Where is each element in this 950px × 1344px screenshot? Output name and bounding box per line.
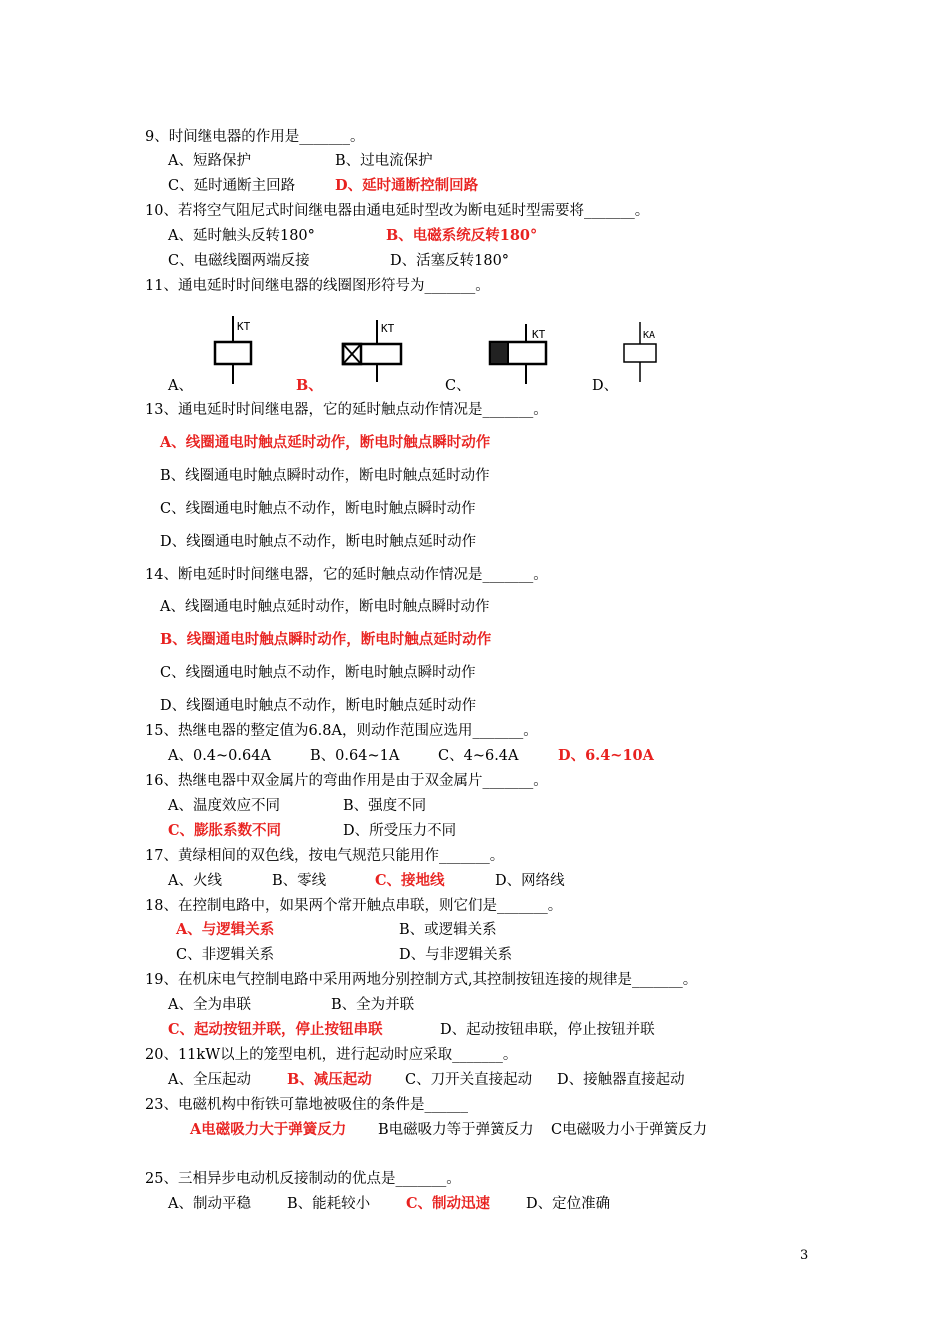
question-9-stem: 9、时间继电器的作用是_______。 (145, 129, 365, 145)
question-13-stem: 13、通电延时时间继电器，它的延时触点动作情况是_______。 (145, 402, 548, 418)
question-18-option-a: A、与逻辑关系 (176, 921, 275, 938)
question-25-stem: 25、三相异步电动机反接制动的优点是_______。 (145, 1171, 461, 1187)
question-19-stem: 19、在机床电气控制电路中采用两地分别控制方式,其控制按钮连接的规律是_______。 (145, 972, 698, 988)
question-15-option-d: D、6.4~10A (558, 747, 654, 764)
question-17-option-c: C、接地线 (375, 872, 445, 889)
question-11-option-c: C、 (445, 378, 471, 394)
coil-symbol-b (335, 318, 410, 384)
question-18-option-c: C、非逻辑关系 (176, 947, 275, 963)
question-25-option-d: D、定位准确 (526, 1196, 611, 1212)
question-15-stem: 15、热继电器的整定值为6.8A，则动作范围应选用_______。 (145, 723, 538, 739)
question-20-option-b: B、减压起动 (287, 1071, 372, 1088)
question-13-option-d: D、线圈通电时触点不动作，断电时触点延时动作 (160, 534, 477, 550)
question-11-option-d: D、 (592, 378, 619, 394)
question-25-option-c: C、制动迅速 (406, 1195, 491, 1212)
question-14-option-c: C、线圈通电时触点不动作，断电时触点瞬时动作 (160, 665, 476, 681)
page-number: 3 (800, 1248, 809, 1263)
question-20-option-c: C、刀开关直接起动 (405, 1072, 533, 1088)
question-19-option-b: B、全为并联 (331, 997, 415, 1013)
question-15-option-a: A、0.4~0.64A (168, 748, 271, 764)
question-17-option-d: D、网络线 (495, 873, 565, 889)
question-9-option-a: A、短路保护 (168, 153, 251, 169)
question-9-option-b: B、过电流保护 (335, 153, 433, 169)
question-18-stem: 18、在控制电路中，如果两个常开触点串联，则它们是_______。 (145, 898, 563, 914)
question-25-option-a: A、制动平稳 (168, 1196, 251, 1212)
question-23-stem: 23、电磁机构中衔铁可靠地被吸住的条件是______ (145, 1097, 468, 1113)
question-20-option-a: A、全压起动 (168, 1072, 251, 1088)
question-10-option-b: B、电磁系统反转180° (386, 227, 538, 244)
question-23-option-b: B电磁吸力等于弹簧反力 (378, 1122, 534, 1138)
question-13-option-a: A、线圈通电时触点延时动作，断电时触点瞬时动作 (160, 434, 491, 451)
question-10-option-c: C、电磁线圈两端反接 (168, 253, 310, 269)
question-14-option-a: A、线圈通电时触点延时动作，断电时触点瞬时动作 (160, 599, 490, 615)
question-11-option-b: B、 (296, 377, 323, 394)
question-18-option-b: B、或逻辑关系 (399, 922, 497, 938)
question-17-option-a: A、火线 (168, 873, 222, 889)
question-11-option-a: A、 (168, 378, 193, 394)
question-23-option-a: A电磁吸力大于弹簧反力 (190, 1121, 347, 1138)
question-10-option-d: D、活塞反转180° (390, 253, 510, 269)
question-10-stem: 10、若将空气阻尼式时间继电器由通电延时型改为断电延时型需要将_______。 (145, 203, 650, 219)
question-20-stem: 20、11kW以上的笼型电机，进行起动时应采取_______。 (145, 1047, 518, 1063)
coil-symbol-d (616, 320, 676, 384)
question-13-option-b: B、线圈通电时触点瞬时动作，断电时触点延时动作 (160, 468, 490, 484)
question-19-option-c: C、起动按钮并联，停止按钮串联 (168, 1021, 383, 1038)
question-17-option-b: B、零线 (272, 873, 327, 889)
question-11-stem: 11、通电延时时间继电器的线圈图形符号为_______。 (145, 278, 490, 294)
question-14-option-b: B、线圈通电时触点瞬时动作，断电时触点延时动作 (160, 631, 492, 648)
question-17-stem: 17、黄绿相间的双色线，按电气规范只能用作_______。 (145, 848, 505, 864)
coil-symbol-a-label: KT (237, 320, 251, 333)
question-25-option-b: B、能耗较小 (287, 1196, 371, 1212)
question-9-option-d: D、延时通断控制回路 (335, 177, 479, 194)
question-15-option-c: C、4~6.4A (438, 748, 519, 764)
question-16-option-d: D、所受压力不同 (343, 823, 457, 839)
question-10-option-a: A、延时触头反转180° (168, 228, 315, 244)
coil-symbol-b-label: KT (381, 322, 395, 335)
question-16-option-c: C、膨胀系数不同 (168, 822, 282, 839)
coil-symbol-c-label: KT (532, 328, 546, 341)
coil-symbol-d-label: KA (643, 330, 656, 341)
coil-symbol-a (205, 314, 265, 386)
coil-symbol-c (482, 322, 557, 386)
question-19-option-d: D、起动按钮串联，停止按钮并联 (440, 1022, 655, 1038)
question-18-option-d: D、与非逻辑关系 (399, 947, 513, 963)
question-13-option-c: C、线圈通电时触点不动作，断电时触点瞬时动作 (160, 501, 476, 517)
question-16-option-a: A、温度效应不同 (168, 798, 280, 814)
question-9-option-c: C、延时通断主回路 (168, 178, 296, 194)
question-19-option-a: A、全为串联 (168, 997, 251, 1013)
question-15-option-b: B、0.64~1A (310, 748, 400, 764)
question-20-option-d: D、接触器直接起动 (557, 1072, 685, 1088)
question-14-stem: 14、断电延时时间继电器，它的延时触点动作情况是_______。 (145, 567, 548, 583)
question-16-stem: 16、热继电器中双金属片的弯曲作用是由于双金属片_______。 (145, 773, 548, 789)
question-14-option-d: D、线圈通电时触点不动作，断电时触点延时动作 (160, 698, 477, 714)
question-23-option-c: C电磁吸力小于弹簧反力 (551, 1122, 708, 1138)
question-16-option-b: B、强度不同 (343, 798, 427, 814)
